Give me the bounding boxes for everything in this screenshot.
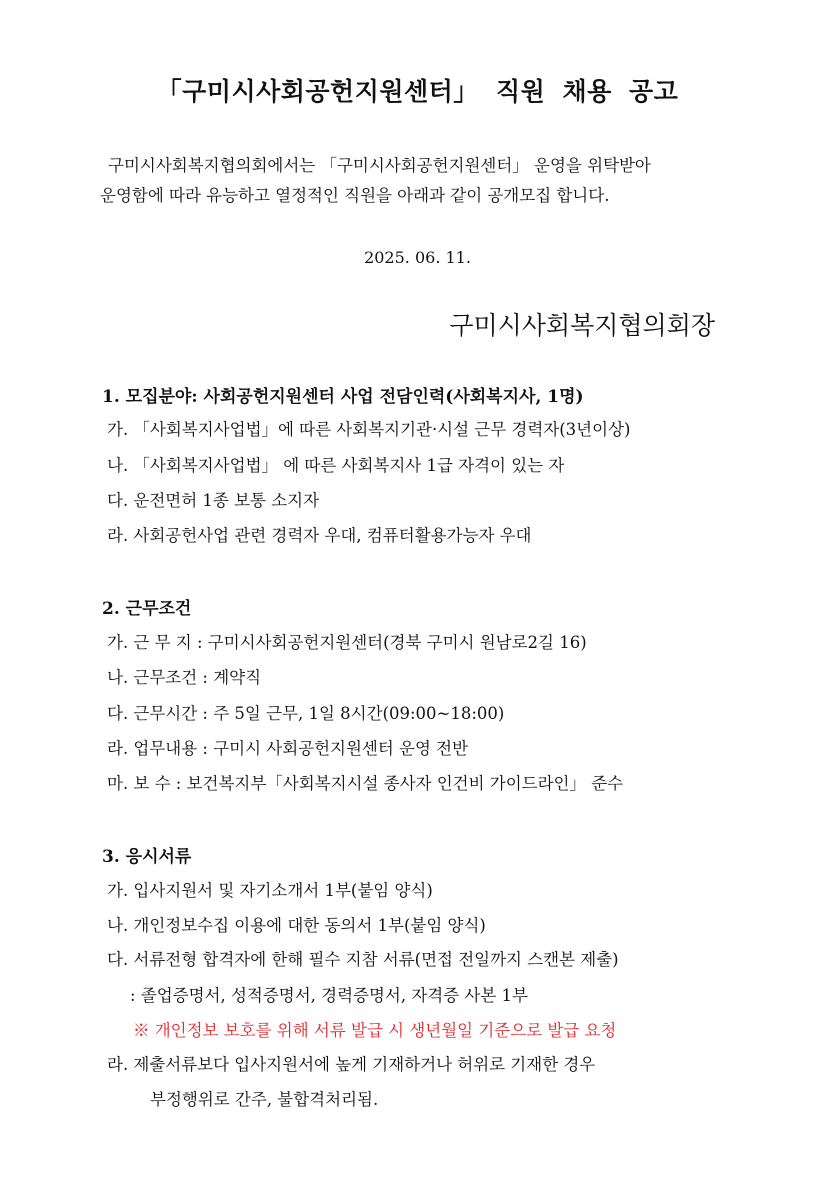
list-item: 마. 보 수 : 보건복지부「사회복지시설 종사자 인건비 가이드라인」 준수 <box>107 774 624 793</box>
list-item-continuation: 부정행위로 간주, 불합격처리됨. <box>150 1090 379 1109</box>
list-item: 다. 근무시간 : 주 5일 근무, 1일 8시간(09:00~18:00) <box>107 704 505 723</box>
list-item: 라. 제출서류보다 입사지원서에 높게 기재하거나 허위로 기재한 경우 <box>107 1055 596 1074</box>
list-item: 다. 서류전형 합격자에 한해 필수 지참 서류(면접 전일까지 스캔본 제출) <box>107 950 619 969</box>
list-item: 나. 「사회복지사업법」 에 따른 사회복지사 1급 자격이 있는 자 <box>107 456 565 475</box>
organization-signature: 구미시사회복지협의회장 <box>449 311 715 340</box>
list-item: 가. 「사회복지사업법」에 따른 사회복지기관·시설 근무 경력자(3년이상) <box>107 420 631 439</box>
privacy-note: ※ 개인정보 보호를 위해 서류 발급 시 생년월일 기준으로 발급 요청 <box>133 1021 617 1040</box>
section-heading-documents: 3. 응시서류 <box>102 847 192 867</box>
list-item: 가. 근 무 지 : 구미시사회공헌지원센터(경북 구미시 원남로2길 16) <box>107 633 587 652</box>
intro-line-1: 구미시사회복지협의회에서는 「구미시사회공헌지원센터」 운영을 위탁받아 <box>108 156 651 175</box>
list-item: 다. 운전면허 1종 보통 소지자 <box>107 491 320 510</box>
list-item: 나. 근무조건 : 계약직 <box>107 668 262 687</box>
intro-line-2: 운영함에 따라 유능하고 열정적인 직원을 아래과 같이 공개모집 합니다. <box>100 186 610 205</box>
list-item: 라. 업무내용 : 구미시 사회공헌지원센터 운영 전반 <box>107 739 469 758</box>
page-title: 「구미시사회공헌지원센터」 직원 채용 공고 <box>156 77 679 106</box>
section-heading-conditions: 2. 근무조건 <box>102 599 192 619</box>
announcement-date: 2025. 06. 11. <box>364 248 471 267</box>
list-item: 라. 사회공헌사업 관련 경력자 우대, 컴퓨터활용가능자 우대 <box>107 526 532 545</box>
list-item: 가. 입사지원서 및 자기소개서 1부(붙임 양식) <box>107 881 433 900</box>
document-sub-item: : 졸업증명서, 성적증명서, 경력증명서, 자격증 사본 1부 <box>130 986 528 1005</box>
list-item: 나. 개인정보수집 이용에 대한 동의서 1부(붙임 양식) <box>107 916 486 935</box>
section-heading-recruit: 1. 모집분야: 사회공헌지원센터 사업 전담인력(사회복지사, 1명) <box>102 387 584 407</box>
